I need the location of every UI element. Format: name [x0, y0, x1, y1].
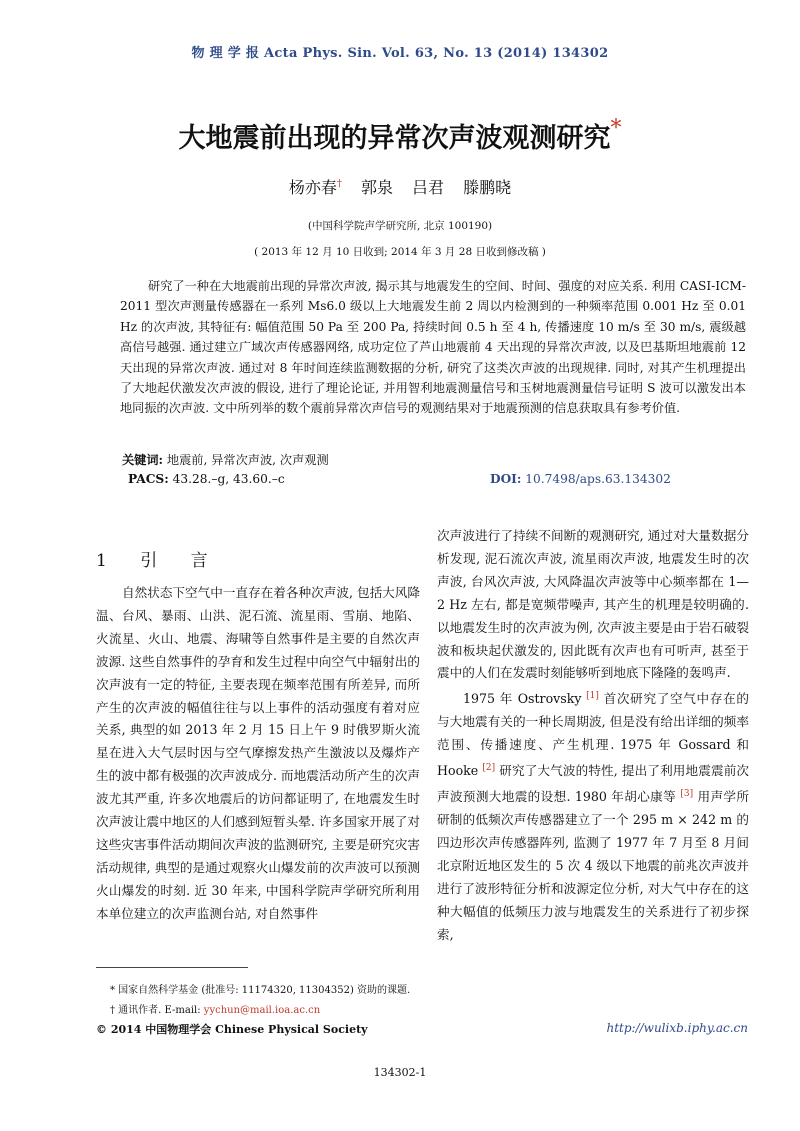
- author-1: 杨亦春: [288, 178, 337, 197]
- title-footnote-mark: *: [610, 116, 622, 141]
- doi-label: DOI:: [490, 472, 522, 486]
- author-1-mark: †: [336, 178, 342, 190]
- citation-3[interactable]: [3]: [680, 789, 694, 800]
- author-3: 吕君: [412, 178, 445, 197]
- author-list: [0, 175, 800, 198]
- right-column: [437, 525, 749, 947]
- pacs: [128, 472, 285, 486]
- intro-paragraph-2: [437, 685, 749, 947]
- email-link[interactable]: yychun@mail.ioa.ac.cn: [203, 1005, 321, 1016]
- keywords-label: 关键词:: [122, 453, 164, 467]
- abstract-text: 研究了一种在大地震前出现的异常次声波, 揭示其与地震发生的空间、时间、强度的对应关系. 利用 CASI-ICM-2011 型次声测量传感器在一系列 Ms6.0 级以上大地震发生前 2 周以内检测到的一种频率范围 0.001 Hz 至 0.01 Hz 的次声波, 其特征有: 幅值范围 50 Pa 至 200 Pa, 持续时间 0.5 h 至 4 h, 传播速度 10 m/s 至 30 m/s, 震级越高信号越强. 通过建立广域次声传感器网络, 成功定位了芦山地震前 4 天出现的异常次声波, 以及巴基斯坦地震前 12 天出现的异常次声波. 通过对 8 年时间连续监测数据的分析, 研究了这类次声波的出现规律. 同时, 对其产生机理提出了大地起伏激发次声波的假设, 进行了理论论证, 并用智利地震测量信号和玉树地震测量信号证明 S 波可以激发出本地同振的次声波. 文中所列举的数个震前异常次声信号的观测结果对于地震预测的信息获取具有参考价值.: [120, 279, 746, 416]
- pacs-label: PACS:: [128, 472, 169, 486]
- journal-url[interactable]: http://wulixb.iphy.ac.cn: [606, 1021, 748, 1035]
- title-text: 大地震前出现的异常次声波观测研究: [178, 123, 611, 154]
- intro-paragraph-1: 自然状态下空气中一直存在着各种次声波, 包括大风降温、台风、暴雨、山洪、泥石流、流星雨、雪崩、地陷、火流星、火山、地震、海啸等自然事件是主要的自然次声波源. 这些自然事件的孕育和发生过程中向空气中辐射出的次声波有一定的特征, 主要表现在频率范围有所差异, 而所产生的次声波的幅值往往与以上事件的活动强度有着对应关系, 典型的如 2013 年 2 月 15 日上午 9 时俄罗斯火流星在进入大气层时因与空气摩擦发热产生激波以及爆炸产生的波中都有极强的次声波成分. 而地震活动所产生的次声波尤其严重, 许多次地震后的访问都证明了, 在地震发生时次声波让震中地区的人们感到短暂头晕. 许多国家开展了对这些灾害事件活动期间次声波的监测研究, 主要是研究灾害活动规律, 典型的是通过观察火山爆发前的次声波可以预测火山爆发的时刻. 近 30 年来, 中国科学院声学研究所利用本单位建立的次声监测台站, 对自然事件: [96, 585, 420, 921]
- footnote-funding: * 国家自然科学基金 (批准号: 11174320, 11304352) 资助的课题.: [110, 985, 411, 996]
- author-2: 郭泉: [360, 178, 393, 197]
- citation-2[interactable]: [2]: [482, 763, 496, 774]
- citation-1[interactable]: [1]: [586, 691, 599, 702]
- doi[interactable]: [490, 472, 671, 486]
- author-4: 滕鹏晓: [463, 178, 512, 197]
- keywords: [122, 451, 329, 468]
- affiliation: (中国科学院声学研究所, 北京 100190): [307, 220, 493, 232]
- pacs-value: 43.28.–g, 43.60.–c: [168, 472, 285, 486]
- running-head: 物 理 学 报 Acta Phys. Sin. Vol. 63, No. 13 (2014) 134302: [191, 46, 609, 61]
- left-column: [96, 582, 420, 926]
- footnote-correspondence: [110, 1001, 320, 1016]
- footnote-divider: [96, 967, 248, 968]
- page-number: 134302-1: [373, 1066, 427, 1079]
- doi-link[interactable]: 10.7498/aps.63.134302: [521, 472, 671, 486]
- abstract: [120, 276, 746, 419]
- section-heading: 1 引 言: [96, 551, 222, 571]
- para-text: 1975 年 Ostrovsky: [463, 691, 587, 707]
- received-dates: ( 2013 年 12 月 10 日收到; 2014 年 3 月 28 日收到修改稿 ): [254, 246, 546, 258]
- keywords-value: 地震前, 异常次声波, 次声观测: [163, 453, 329, 467]
- para-text: 用声学所研制的低频次声传感器建立了一个 295 m × 242 m 的四边形次声传感器阵列, 监测了 1977 年 7 月至 8 月间北京附近地区发生的 5 次 4 级以下地震的前兆次声波并进行了波形特征分析和波源定位分析, 对大气中存在的这种大幅值的低频压力波与地震发生的关系进行了初步探索,: [437, 789, 749, 942]
- footnote-label: † 通讯作者. E-mail:: [110, 1005, 204, 1016]
- para-text: 首次研究了空气中存在的与大地震有关的一种长周期波, 但是没有给出详细的频率范围、传播速度、产生机理. 1975 年 Gossard 和 Hooke: [437, 691, 749, 779]
- paper-title: [0, 116, 800, 155]
- intro-paragraph-1-cont: 次声波进行了持续不间断的观测研究, 通过对大量数据分析发现, 泥石流次声波, 流星雨次声波, 地震发生时的次声波, 台风次声波, 大风降温次声波等中心频率都在 1—2 Hz 左右, 都是宽频带噪声, 其产生的机理是较明确的. 以地震发生时的次声波为例, 次声波主要是由于岩石破裂波和板块起伏激发的, 因此既有次声也有可听声, 甚至于震中的人们在发震时刻能够听到地底下隆隆的轰鸣声.: [437, 528, 749, 681]
- copyright: © 2014 中国物理学会 Chinese Physical Society: [96, 1023, 368, 1036]
- para-text: 研究了大气波的特性, 提出了利用地震震前次声波预测大地震的设想. 1980 年胡心康等: [437, 763, 750, 805]
